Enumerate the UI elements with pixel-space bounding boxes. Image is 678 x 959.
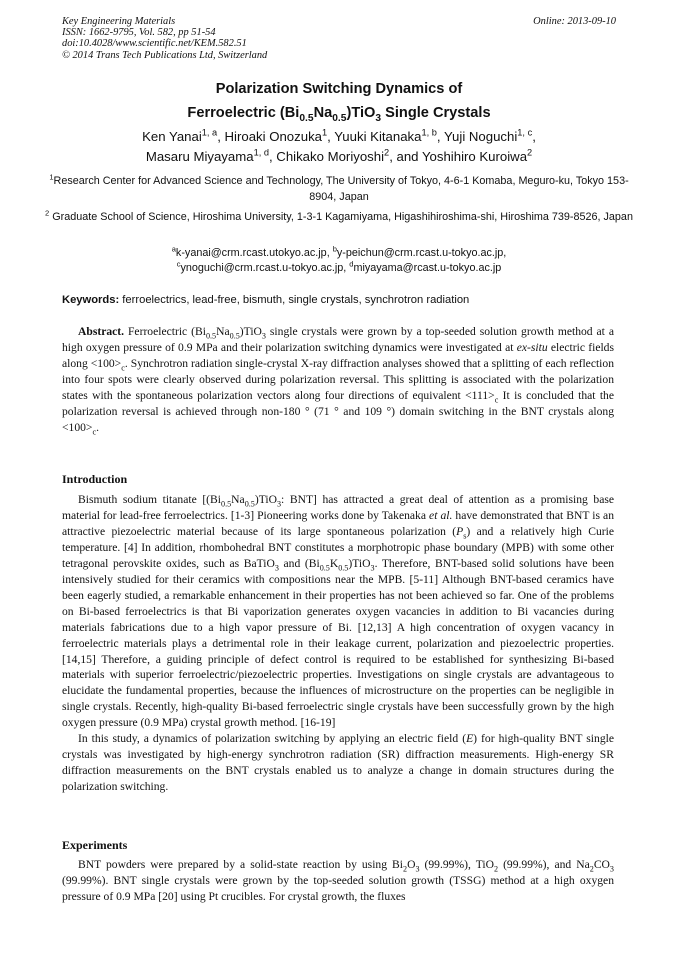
email-link[interactable]: ynoguchi@crm.rcast.u-tokyo.ac.jp, (180, 262, 350, 274)
author-list-line-1: Ken Yanai$^{1, a}$, Hiroaki Onozuka$^1$, Yuuki Kitanaka$^{1, b}$, Yuji Noguchi$^{1, c}$, (142, 127, 536, 144)
email-link[interactable]: y-peichun@crm.rcast.u-tokyo.ac.jp, (336, 247, 507, 259)
author: Ken Yanai (142, 129, 202, 144)
copyright-line: © 2014 Trans Tech Publications Ltd, Switzerland (62, 49, 268, 61)
author: Yoshihiro Kuroiwa (421, 149, 528, 164)
keywords-text: ferroelectrics, lead-free, bismuth, single crystals, synchrotron radiation (119, 294, 470, 306)
section-heading-experiments: Experiments (62, 838, 128, 852)
journal-name: Key Engineering Materials (62, 16, 176, 27)
keywords-label: Keywords: (62, 294, 120, 306)
keywords-line (62, 294, 616, 306)
author-list-line-2: Masaru Miyayama$^{1, d}$, Chikako Moriyoshi$^2$, and Yoshihiro Kuroiwa$^2$ (145, 147, 533, 164)
abstract-label: Abstract. (78, 325, 125, 338)
journal-header (62, 16, 616, 61)
author: Masaru Miyayama (145, 149, 254, 164)
section-heading-introduction: Introduction (62, 472, 128, 486)
paper-title-line-2: Ferroelectric $(Bi_{0.5}Na_{0.5})TiO_3$ Single Crystals (187, 105, 491, 124)
email-link[interactable]: k-yanai@crm.rcast.utokyo.ac.jp, (175, 247, 333, 259)
online-date: Online: 2013-09-10 (533, 16, 616, 27)
author: Hiroaki Onozuka (224, 129, 322, 144)
experiments-body: BNT powders were prepared by a solid-state reaction by using $Bi_2O_3$ (99.99%), TiO$_2$ (99.99%), and $Na_2CO_3$ (99.99%). BNT single crystals were grown by the top-seeded solution growth (TSSG) method at a high oxygen pressure of 0.9 MPa [20] using Pt crucibles. For crystal growth, the fluxes (62, 858, 614, 903)
issn-line: ISSN: 1662-9795, Vol. 582, pp 51-54 (62, 27, 216, 39)
author: Yuji Noguchi (443, 129, 518, 144)
author-emails: $^a$k-yanai@crm.rcast.utokyo.ac.jp, $^b$y-peichun@crm.rcast.u-tokyo.ac.jp, $^c$ynoguchi@crm.rcast.u-tokyo.ac.jp, $^d$miyayama@rcast.u-tokyo.ac.jp (171, 244, 507, 274)
doi-line: doi:10.4028/www.scientific.net/KEM.582.51 (62, 38, 247, 50)
abstract: Abstract. Ferroelectric $(Bi_{0.5}Na_{0.5})TiO_3$ single crystals were grown by a top-seeded solution growth method at a high oxygen pressure of 0.9 MPa and their polarization switching dynamics were investigated at ex-situ electric fields along $<100>_c$. Synchrotron radiation single-crystal X-ray diffraction analyses showed that a splitting of each reflection into four spots were clearly observed during polarization reversal. This splitting is associated with the polarization states with the spontaneous polarization vectors along four directions of equivalent $<111>_c$ It is concluded that the polarization reversal is achieved through non-180 ° (71 ° and 109 °) domain switching in the BNT crystals along $<100>_c$. (62, 325, 614, 437)
affiliation-2: $^2$ Graduate School of Science, Hiroshima University, 1-3-1 Kagamiyama, Higashihiroshima-shi, Hiroshima 739-8526, Japan (45, 208, 633, 223)
author: Yuuki Kitanaka (334, 129, 422, 144)
paragraph: In this study, a dynamics of polarization switching by applying an electric field (E) for high-quality BNT single crystals was investigated by high-energy synchrotron radiation (SR) diffraction measurements. High-energy SR diffraction measurements on the BNT crystals enabled us to analyze a change in domain structures during the polarization switching. (62, 732, 614, 794)
affiliation-1: $^1$Research Center for Advanced Science and Technology, The University of Tokyo, 4-6-1 Komaba, Meguro-ku, Tokyo 153-8904, Japan (49, 172, 629, 203)
paragraph: Bismuth sodium titanate [$(Bi_{0.5}Na_{0.5})TiO_3$: BNT] has attracted a great deal of attention as a promising base material for lead-free ferroelectrics. [1-3] Pioneering works done by Takenaka et al. have demonstrated that BNT is an attractive piezoelectric material because of its large spontaneous polarization $(P_s)$ and a relatively high Curie temperature. [4] In addition, rhombohedral BNT constitutes a morphotropic phase boundary (MPB) with some other tetragonal perovskite oxides, such as BaTiO$_3$ and $(Bi_{0.5}K_{0.5})TiO_3$. Therefore, BNT-based solid solutions have been intensively studied for their ceramics with compositions near the MPB. [5-11] Although BNT-based ceramics have been eagerly studied, a remarkable enhancement in their properties has not been achieved so far. One of the problems on Bi-based ferroelectrics is that Bi vaporization generates oxygen vacancies in addition to Bi vacancies during materials fabrications due to a high vapor pressure of Bi. [12,13] A high concentration of oxygen vacancy in ferroelectric materials plays a detrimental role in their leakage current, polarization and piezoelectric properties. [14,15] Therefore, a guiding principle of defect control is required to be established for synthesizing Bi-based materials with superior ferroelectric/piezoelectric properties. Investigations on single crystals are advantageous to elucidate the fundamental properties, because the influences of microstructure on the properties can be negligible in single crystals. Recently, high-quality Bi-based ferroelectric single crystals have been successfully grown by the high oxygen pressure (0.9 MPa) crystal growth method. [16-19] (62, 493, 615, 730)
email-link[interactable]: miyayama@rcast.u-tokyo.ac.jp (353, 262, 502, 274)
paper-title-line-1: Polarization Switching Dynamics of (215, 81, 463, 97)
introduction-body (62, 492, 614, 795)
author: Chikako Moriyoshi (276, 149, 385, 164)
